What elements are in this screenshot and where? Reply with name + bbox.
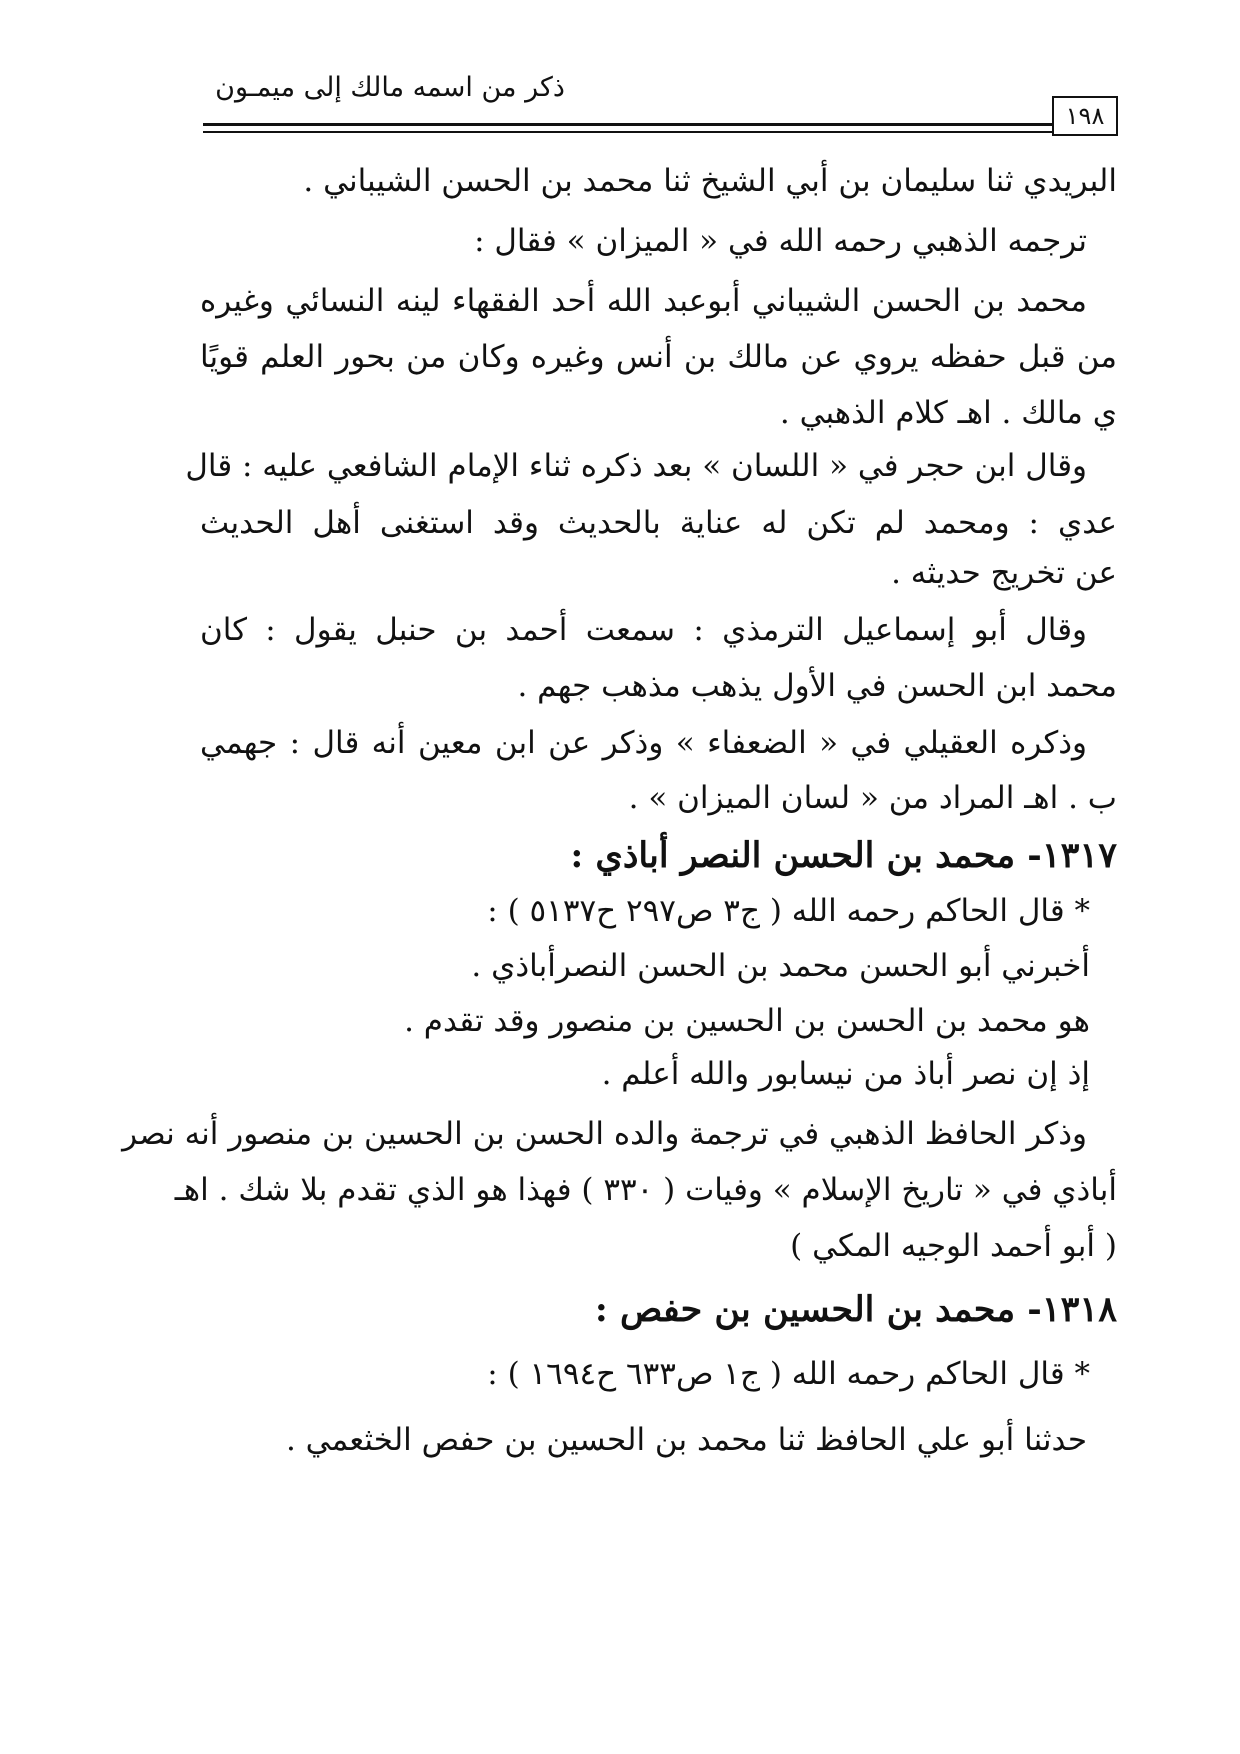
text-line: محمد ابن الحسن في الأول يذهب مذهب جهم . bbox=[517, 668, 1117, 704]
text-line: ي مالك . اهـ كلام الذهبي . bbox=[779, 395, 1117, 431]
header-rule-top bbox=[203, 123, 1055, 126]
header-rule-bottom bbox=[203, 131, 1055, 133]
text-line: أباذي في « تاريخ الإسلام » وفيات ( ٣٣٠ ) فهذا هو الذي تقدم بلا شك . اهـ bbox=[174, 1172, 1117, 1208]
page-number: ١٩٨ bbox=[1052, 96, 1118, 136]
text-line: أخبرني أبو الحسن محمد بن الحسن النصرأباذي . bbox=[471, 948, 1090, 984]
text-line: وذكر الحافظ الذهبي في ترجمة والده الحسن بن الحسين بن منصور أنه نصر bbox=[122, 1116, 1087, 1152]
text-line: ( أبو أحمد الوجيه المكي ) bbox=[790, 1228, 1117, 1264]
text-line: * قال الحاكم رحمه الله ( ج٣ ص٢٩٧ ح٥١٣٧ ) : bbox=[487, 893, 1090, 929]
text-line: * قال الحاكم رحمه الله ( ج١ ص٦٣٣ ح١٦٩٤ ) : bbox=[487, 1356, 1090, 1392]
text-line: ترجمه الذهبي رحمه الله في « الميزان » فقال : bbox=[474, 223, 1087, 259]
entry-heading-1317: ١٣١٧- محمد بن الحسن النصر أباذي : bbox=[570, 835, 1117, 876]
running-title: ذكر من اسمه مالك إلى ميمـون bbox=[215, 72, 565, 103]
text-line: من قبل حفظه يروي عن مالك بن أنس وغيره وكان من بحور العلم قويًا bbox=[200, 339, 1117, 375]
text-line: عدي : ومحمد لم تكن له عناية بالحديث وقد استغنى أهل الحديث bbox=[200, 505, 1117, 541]
text-line: وقال ابن حجر في « اللسان » بعد ذكره ثناء الإمام الشافعي عليه : قال bbox=[185, 448, 1087, 484]
text-line: وقال أبو إسماعيل الترمذي : سمعت أحمد بن حنبل يقول : كان bbox=[200, 612, 1087, 648]
text-line: وذكره العقيلي في « الضعفاء » وذكر عن ابن معين أنه قال : جهمي bbox=[200, 725, 1087, 761]
text-line: البريدي ثنا سليمان بن أبي الشيخ ثنا محمد بن الحسن الشيباني . bbox=[303, 163, 1117, 199]
text-line: ب . اهـ المراد من « لسان الميزان » . bbox=[628, 780, 1117, 816]
text-line: حدثنا أبو علي الحافظ ثنا محمد بن الحسين بن حفص الخثعمي . bbox=[285, 1422, 1087, 1458]
text-line: إذ إن نصر أباذ من نيسابور والله أعلم . bbox=[601, 1056, 1090, 1092]
text-line: محمد بن الحسن الشيباني أبوعبد الله أحد الفقهاء لينه النسائي وغيره bbox=[200, 283, 1087, 319]
text-line: عن تخريج حديثه . bbox=[891, 555, 1117, 591]
text-line: هو محمد بن الحسن بن الحسين بن منصور وقد تقدم . bbox=[404, 1003, 1090, 1039]
entry-heading-1318: ١٣١٨- محمد بن الحسين بن حفص : bbox=[594, 1289, 1117, 1330]
